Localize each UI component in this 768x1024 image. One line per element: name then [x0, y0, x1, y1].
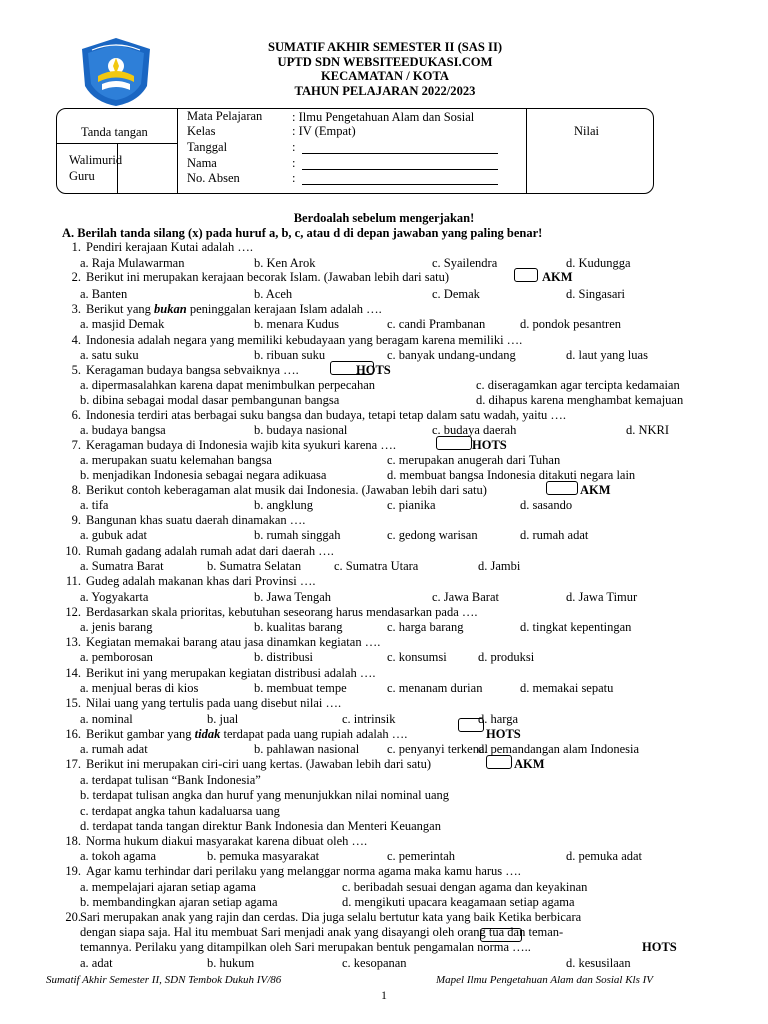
question-19-option-b[interactable]: b. membandingkan ajaran setiap agama — [80, 895, 278, 909]
question-16 — [60, 727, 407, 742]
question-7-tag-box — [436, 436, 472, 450]
question-text: Keragaman budaya di Indonesia wajib kita syukuri karena …. — [86, 438, 396, 452]
question-16-option-c[interactable]: c. penyanyi terkenal — [387, 742, 488, 756]
question-5-hots-tag: HOTS — [356, 363, 391, 377]
question-2 — [60, 270, 449, 285]
question-13 — [60, 635, 380, 650]
question-6-option-b[interactable]: b. budaya nasional — [254, 423, 348, 437]
question-text: Berikut ini merupakan ciri-ciri uang kertas. (Jawaban lebih dari satu) — [86, 757, 432, 771]
question-text: Gudeg adalah makanan khas dari Provinsi …. — [86, 574, 316, 588]
question-18-option-b[interactable]: b. pemuka masyarakat — [207, 849, 320, 863]
question-1-option-d[interactable]: d. Kudungga — [566, 256, 631, 270]
question-text: Keragaman budaya bangsa sebvaiknya …. — [86, 363, 299, 377]
question-18-option-a[interactable]: a. tokoh agama — [80, 849, 157, 863]
signature-label: Tanda tangan — [81, 125, 148, 139]
question-7-hots-tag: HOTS — [472, 438, 507, 452]
exam-title — [160, 40, 610, 98]
question-1-option-c[interactable]: c. Syailendra — [432, 256, 498, 270]
question-text: peninggalan kerajaan Islam adalah …. — [186, 302, 382, 316]
question-number: 5. — [71, 363, 81, 377]
question-16-option-a[interactable]: a. rumah adat — [80, 742, 148, 756]
question-16-tag-box — [458, 718, 484, 732]
question-15-option-c[interactable]: c. intrinsik — [342, 712, 396, 726]
page-number: 1 — [381, 990, 387, 1002]
name-label: Nama — [187, 156, 217, 170]
question-18 — [60, 834, 367, 849]
question-2-option-d[interactable]: d. Singasari — [566, 287, 626, 301]
question-8 — [60, 483, 487, 498]
question-12 — [60, 605, 478, 620]
question-number: 6. — [71, 408, 81, 422]
question-10 — [60, 544, 334, 559]
question-15-option-b[interactable]: b. jual — [207, 712, 239, 726]
question-11 — [60, 574, 315, 589]
subject-label: Mata Pelajaran — [187, 109, 263, 123]
question-number: 18. — [65, 834, 81, 848]
question-text: Indonesia adalah negara yang memiliki kebudayaan yang beragam karena memiliki …. — [86, 333, 523, 347]
guardian-label: Walimurid — [69, 153, 123, 167]
question-4-option-b[interactable]: b. ribuan suku — [254, 348, 326, 362]
question-text: Berikut contoh keberagaman alat musik dai Indonesia. (Jawaban lebih dari satu) — [86, 483, 487, 497]
question-3-option-b[interactable]: b. menara Kudus — [254, 317, 340, 331]
question-13-option-d[interactable]: d. produksi — [478, 650, 535, 664]
question-17 — [60, 757, 431, 772]
question-14 — [60, 666, 376, 681]
question-10-option-d[interactable]: d. Jambi — [478, 559, 521, 573]
question-15 — [60, 696, 341, 711]
question-6-option-a[interactable]: a. budaya bangsa — [80, 423, 166, 437]
absence-number-field[interactable] — [302, 184, 498, 185]
question-4-option-d[interactable]: d. laut yang luas — [566, 348, 648, 362]
question-8-option-d[interactable]: d. sasando — [520, 498, 573, 512]
question-11-option-b[interactable]: b. Jawa Tengah — [254, 590, 331, 604]
question-10-option-b[interactable]: b. Sumatra Selatan — [207, 559, 302, 573]
question-number: 14. — [65, 666, 81, 680]
class-value: : IV (Empat) — [292, 124, 356, 138]
question-number: 15. — [65, 696, 81, 710]
question-number: 9. — [71, 513, 81, 527]
question-8-tag-box — [546, 481, 578, 495]
question-6-option-c[interactable]: c. budaya daerah — [432, 423, 517, 437]
question-14-option-c[interactable]: c. menanam durian — [387, 681, 483, 695]
question-5-option-a[interactable]: a. dipermasalahkan karena dapat menimbulkan perpecahan — [80, 378, 376, 392]
question-12-option-c[interactable]: c. harga barang — [387, 620, 464, 634]
question-number: 13. — [65, 635, 81, 649]
question-8-option-c[interactable]: c. pianika — [387, 498, 436, 512]
question-17-option-d[interactable]: d. terdapat tanda tangan direktur Bank Indonesia dan Menteri Keuangan — [80, 819, 441, 833]
name-field[interactable] — [302, 169, 498, 170]
question-2-akm-tag: AKM — [542, 270, 573, 284]
question-18-option-d[interactable]: d. pemuka adat — [566, 849, 643, 863]
question-20-option-b[interactable]: b. hukum — [207, 956, 255, 970]
question-20-text-line-3: temannya. Perilaku yang ditampilkan oleh Sari merupakan bentuk pengamalan norma ….. — [80, 940, 531, 954]
question-8-option-a[interactable]: a. tifa — [80, 498, 109, 512]
question-13-option-c[interactable]: c. konsumsi — [387, 650, 447, 664]
question-17-option-b[interactable]: b. terdapat tulisan angka dan huruf yang menunjukkan nilai nominal uang — [80, 788, 450, 802]
question-number: 19. — [65, 864, 81, 878]
question-11-option-d[interactable]: d. Jawa Timur — [566, 590, 638, 604]
question-6-option-d[interactable]: d. NKRI — [626, 423, 670, 437]
question-number: 8. — [71, 483, 81, 497]
question-12-option-a[interactable]: a. jenis barang — [80, 620, 153, 634]
title-line-4: TAHUN PELAJARAN 2022/2023 — [294, 83, 476, 98]
question-3-option-c[interactable]: c. candi Prambanan — [387, 317, 486, 331]
question-17-option-c[interactable]: c. terdapat angka tahun kadaluarsa uang — [80, 804, 280, 818]
question-20-option-a[interactable]: a. adat — [80, 956, 113, 970]
question-3-option-d[interactable]: d. pondok pesantren — [520, 317, 622, 331]
question-20-text-line-2: dengan siapa saja. Hal itu membuat Sari menjadi anak yang disayangi oleh orang tua dan teman- — [80, 925, 564, 939]
question-number: 10. — [65, 544, 81, 558]
question-19-option-d[interactable]: d. mengikuti upacara keagamaan setiap agama — [342, 895, 575, 909]
question-16-option-b[interactable]: b. pahlawan nasional — [254, 742, 360, 756]
question-9 — [60, 513, 305, 528]
question-number: 11. — [65, 574, 81, 588]
question-number: 16. — [65, 727, 81, 741]
question-20-option-d[interactable]: d. kesusilaan — [566, 956, 631, 970]
question-number: 1. — [71, 240, 81, 254]
question-14-option-d[interactable]: d. memakai sepatu — [520, 681, 614, 695]
section-a-instruction: A. Berilah tanda silang (x) pada huruf a, b, c, atau d di depan jawaban yang paling benar! — [62, 226, 543, 240]
question-number: 12. — [65, 605, 81, 619]
date-colon: : — [292, 140, 296, 154]
title-line-2: UPTD SDN WEBSITEEDUKASI.COM — [277, 54, 493, 69]
question-number: 17. — [65, 757, 81, 771]
question-text: Berikut gambar yang — [86, 727, 195, 741]
question-6 — [60, 408, 566, 423]
question-5-option-c[interactable]: c. diseragamkan agar tercipta kedamaian — [476, 378, 680, 392]
question-4-option-a[interactable]: a. satu suku — [80, 348, 139, 362]
question-17-akm-tag: AKM — [514, 757, 545, 771]
question-15-option-d[interactable]: d. harga — [478, 712, 519, 726]
question-10-option-c[interactable]: c. Sumatra Utara — [334, 559, 419, 573]
question-emphasis: tidak — [194, 727, 221, 741]
question-number: 7. — [71, 438, 81, 452]
question-text: Nilai uang yang tertulis pada uang disebut nilai …. — [86, 696, 342, 710]
question-9-option-c[interactable]: c. gedong warisan — [387, 528, 478, 542]
question-9-option-a[interactable]: a. gubuk adat — [80, 528, 147, 542]
question-5-option-d[interactable]: d. dihapus karena menghambat kemajuan — [476, 393, 684, 407]
question-17-option-a[interactable]: a. terdapat tulisan “Bank Indonesia” — [80, 773, 261, 787]
prayer-instruction: Berdoalah sebelum mengerjakan! — [293, 211, 475, 225]
question-11-option-c[interactable]: c. Jawa Barat — [432, 590, 499, 604]
footer-left: Sumatif Akhir Semester II, SDN Tembok Dukuh IV/86 — [46, 974, 282, 986]
date-field[interactable] — [302, 153, 498, 154]
question-1-option-b[interactable]: b. Ken Arok — [254, 256, 316, 270]
question-text: Berikut ini merupakan kerajaan becorak Islam. (Jawaban lebih dari satu) — [86, 270, 450, 284]
question-5 — [60, 363, 299, 378]
question-number: 2. — [71, 270, 81, 284]
question-2-option-a[interactable]: a. Banten — [80, 287, 128, 301]
question-20-text-line-1: Sari merupakan anak yang rajin dan cerdas. Dia juga selalu bertutur kata yang baik Ketika berbicara — [80, 910, 582, 924]
question-13-option-b[interactable]: b. distribusi — [254, 650, 314, 664]
absence-number-colon: : — [292, 171, 296, 185]
question-7-option-a[interactable]: a. merupakan suatu kelemahan bangsa — [80, 453, 272, 467]
question-text: Norma hukum diakui masyarakat karena dibuat oleh …. — [86, 834, 368, 848]
tut-wuri-handayani-logo — [78, 36, 154, 108]
question-emphasis: bukan — [154, 302, 187, 316]
question-number: 4. — [71, 333, 81, 347]
question-10-option-a[interactable]: a. Sumatra Barat — [80, 559, 164, 573]
question-11-option-a[interactable]: a. Yogyakarta — [80, 590, 149, 604]
question-14-option-b[interactable]: b. membuat tempe — [254, 681, 347, 695]
question-7-option-b[interactable]: b. menjadikan Indonesia sebagai negara adikuasa — [80, 468, 327, 482]
question-4-option-c[interactable]: c. banyak undang-undang — [387, 348, 516, 362]
question-20-option-c[interactable]: c. kesopanan — [342, 956, 407, 970]
question-text: Bangunan khas suatu daerah dinamakan …. — [86, 513, 306, 527]
question-5-option-b[interactable]: b. dibina sebagai modal dasar pembangunan bangsa — [80, 393, 340, 407]
question-1 — [60, 240, 253, 255]
question-2-option-b[interactable]: b. Aceh — [254, 287, 293, 301]
question-19 — [60, 864, 521, 879]
title-line-3: KECAMATAN / KOTA — [320, 69, 450, 83]
teacher-label: Guru — [69, 169, 95, 183]
subject-value: : Ilmu Pengetahuan Alam dan Sosial — [292, 110, 475, 124]
question-15-option-a[interactable]: a. nominal — [80, 712, 133, 726]
title-line-1: SUMATIF AKHIR SEMESTER II (SAS II) — [267, 40, 503, 54]
question-13-option-a[interactable]: a. pemborosan — [80, 650, 153, 664]
question-text: Berdasarkan skala prioritas, kebutuhan seseorang harus mendasarkan pada …. — [86, 605, 478, 619]
question-7-option-c[interactable]: c. merupakan anugerah dari Tuhan — [387, 453, 561, 467]
question-7 — [60, 438, 396, 453]
question-14-option-a[interactable]: a. menjual beras di kios — [80, 681, 199, 695]
question-8-akm-tag: AKM — [580, 483, 611, 497]
question-12-option-d[interactable]: d. tingkat kepentingan — [520, 620, 632, 634]
score-label: Nilai — [574, 124, 599, 138]
question-4 — [60, 333, 522, 348]
question-19-option-c[interactable]: c. beribadah sesuai dengan agama dan keyakinan — [342, 880, 588, 894]
question-text: Agar kamu terhindar dari perilaku yang melanggar norma agama maka kamu harus …. — [86, 864, 521, 878]
question-17-tag-box — [486, 755, 512, 769]
question-19-option-a[interactable]: a. mempelajari ajaran setiap agama — [80, 880, 256, 894]
question-9-option-b[interactable]: b. rumah singgah — [254, 528, 341, 542]
class-label: Kelas — [187, 124, 216, 138]
name-colon: : — [292, 156, 296, 170]
question-2-option-c[interactable]: c. Demak — [432, 287, 480, 301]
question-3-option-a[interactable]: a. masjid Demak — [80, 317, 165, 331]
question-text: Indonesia terdiri atas berbagai suku bangsa dan budaya, tetapi tetap dalam satu wadah, yaitu …. — [86, 408, 567, 422]
student-info-box — [56, 108, 654, 194]
absence-number-label: No. Absen — [187, 171, 240, 185]
question-text: Berikut ini yang merupakan kegiatan distribusi adalah …. — [86, 666, 376, 680]
question-20-tag-box — [480, 928, 522, 942]
question-number: 20. — [65, 910, 81, 924]
question-1-option-a[interactable]: a. Raja Mulawarman — [80, 256, 185, 270]
date-label: Tanggal — [187, 140, 228, 154]
question-16-option-d[interactable]: d. pemandangan alam Indonesia — [478, 742, 640, 756]
question-8-option-b[interactable]: b. angklung — [254, 498, 314, 512]
question-9-option-d[interactable]: d. rumah adat — [520, 528, 589, 542]
question-text: Rumah gadang adalah rumah adat dari daerah …. — [86, 544, 334, 558]
question-16-hots-tag: HOTS — [486, 727, 521, 741]
question-text: Kegiatan memakai barang atau jasa dinamkan kegiatan …. — [86, 635, 381, 649]
question-text: Pendiri kerajaan Kutai adalah …. — [86, 240, 253, 254]
footer-right: Mapel Ilmu Pengetahuan Alam dan Sosial Kls IV — [436, 974, 654, 986]
question-text: Berikut yang — [86, 302, 155, 316]
question-text: terdapat pada uang rupiah adalah …. — [220, 727, 408, 741]
question-number: 3. — [71, 302, 81, 316]
question-7-option-d[interactable]: d. membuat bangsa Indonesia ditakuti negara lain — [387, 468, 636, 482]
question-2-tag-box — [514, 268, 538, 282]
question-12-option-b[interactable]: b. kualitas barang — [254, 620, 343, 634]
question-20-hots-tag: HOTS — [642, 940, 677, 954]
question-18-option-c[interactable]: c. pemerintah — [387, 849, 456, 863]
question-3 — [60, 302, 382, 317]
